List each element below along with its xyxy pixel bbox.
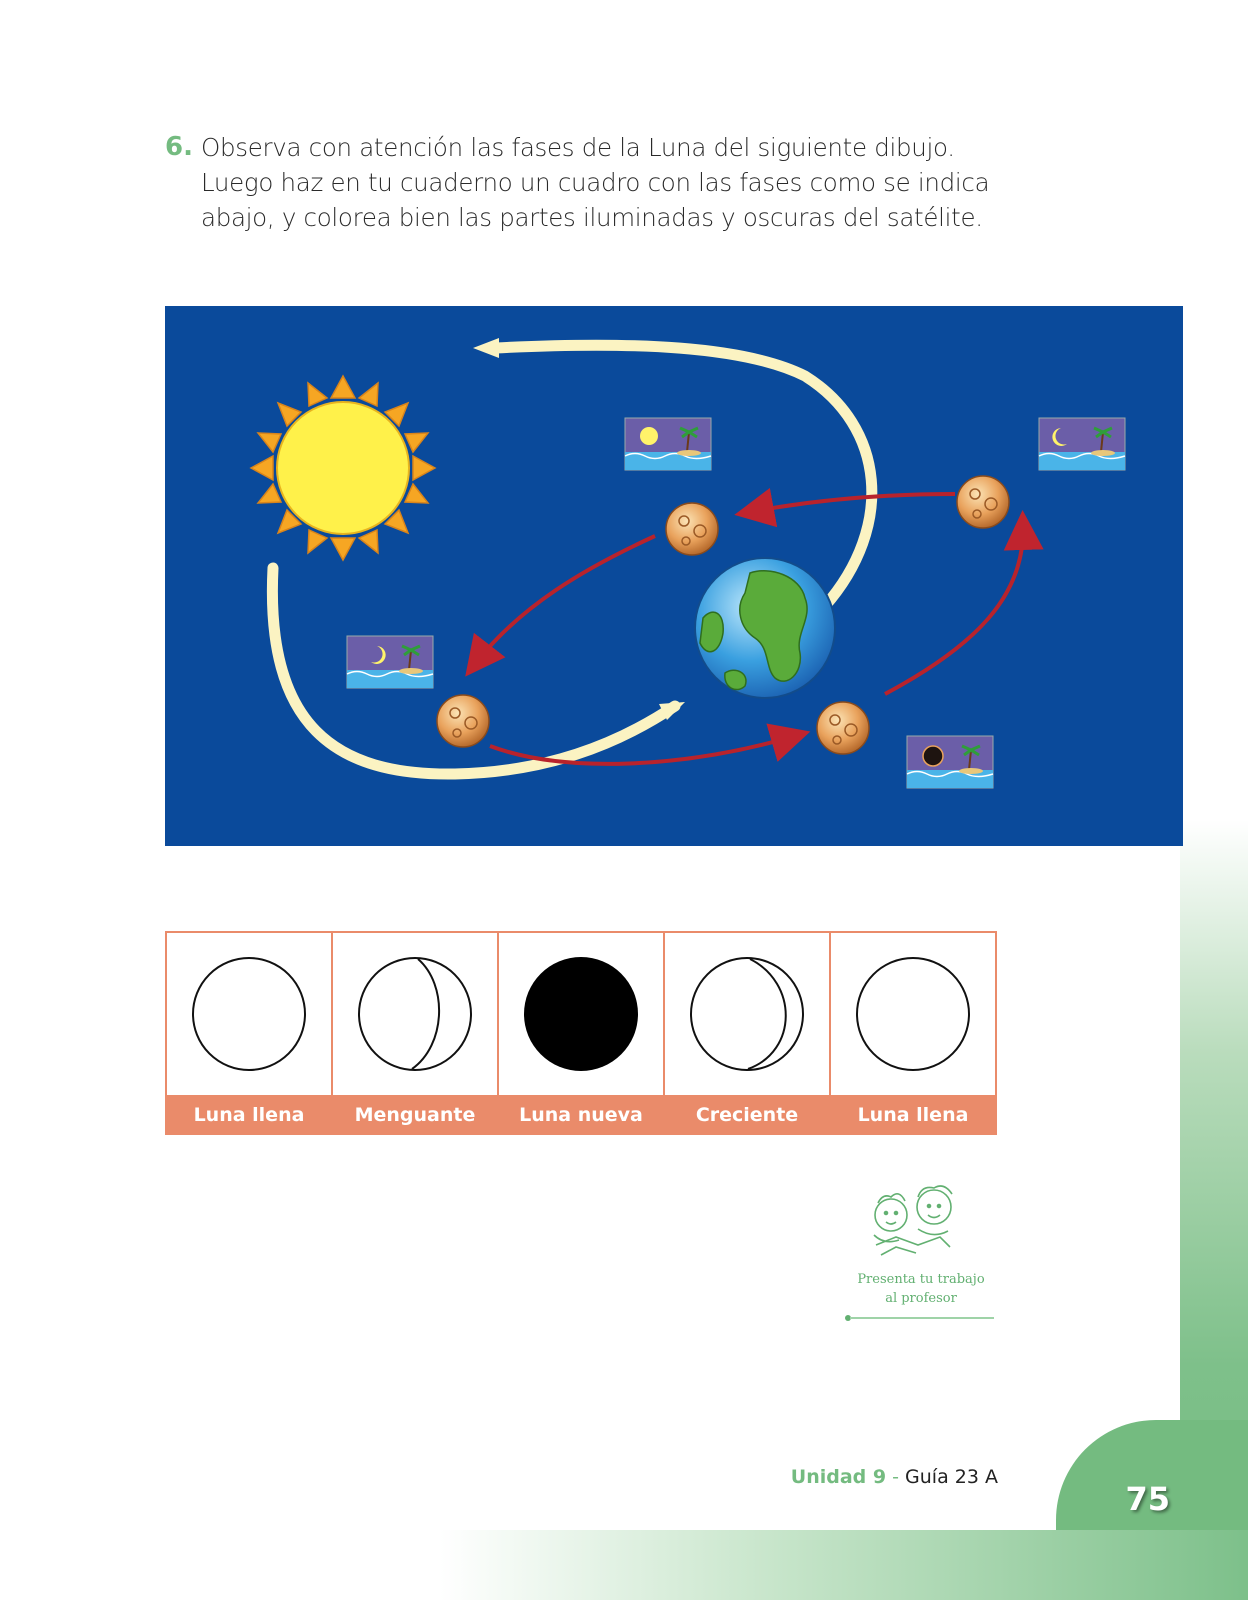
stamp-caption-line: al profesor [885, 1291, 957, 1306]
stamp-underline [844, 1313, 994, 1323]
phase-cell [499, 933, 665, 1133]
night-scene-icon [347, 636, 433, 688]
unit-label: Unidad 9 [790, 1466, 887, 1488]
stamp-caption [846, 1270, 996, 1308]
two-children-reading-icon [846, 1185, 996, 1270]
moon-icon [957, 476, 1009, 528]
sun-icon [251, 376, 435, 560]
bottom-decoration-band [440, 1530, 1248, 1600]
stamp-caption-line: Presenta tu trabajo [857, 1272, 985, 1287]
guide-label: Guía 23 A [905, 1466, 998, 1488]
moon-icon [666, 503, 718, 555]
phase-cell [167, 933, 333, 1133]
new-moon-filled-icon [522, 955, 640, 1073]
page-footer [791, 1466, 998, 1488]
teacher-stamp [846, 1185, 1001, 1325]
moon-icon [437, 695, 489, 747]
waxing-moon-outline-icon [688, 955, 806, 1073]
full-moon-outline-icon [190, 955, 308, 1073]
phase-label: Menguante [333, 1095, 497, 1133]
night-scene-icon [1039, 418, 1125, 470]
phase-label: Creciente [665, 1095, 829, 1133]
phase-cell [831, 933, 995, 1133]
moon-orbit-illustration [165, 306, 1183, 846]
waning-moon-outline-icon [356, 955, 474, 1073]
question-line: Luego haz en tu cuaderno un cuadro con las fases como se indica [201, 168, 990, 197]
footer-separator: - [892, 1466, 899, 1488]
moon-phases-table [165, 931, 997, 1135]
moon-icon [817, 702, 869, 754]
phase-label: Luna llena [831, 1095, 995, 1133]
question-line: abajo, y colorea bien las partes iluminadas y oscuras del satélite. [201, 203, 983, 232]
phase-cell [333, 933, 499, 1133]
phase-cell [665, 933, 831, 1133]
sky-background [165, 306, 1183, 846]
page-number: 75 [1125, 1480, 1170, 1518]
phase-label: Luna nueva [499, 1095, 663, 1133]
question-text [201, 130, 1065, 235]
question-6 [165, 130, 1065, 235]
earth-icon [695, 558, 835, 698]
full-moon-outline-icon [854, 955, 972, 1073]
question-line: Observa con atención las fases de la Luna del siguiente dibujo. [201, 133, 955, 162]
question-number: 6. [165, 132, 193, 162]
night-scene-icon [625, 418, 711, 470]
phase-label: Luna llena [167, 1095, 331, 1133]
night-scene-icon [907, 736, 993, 788]
